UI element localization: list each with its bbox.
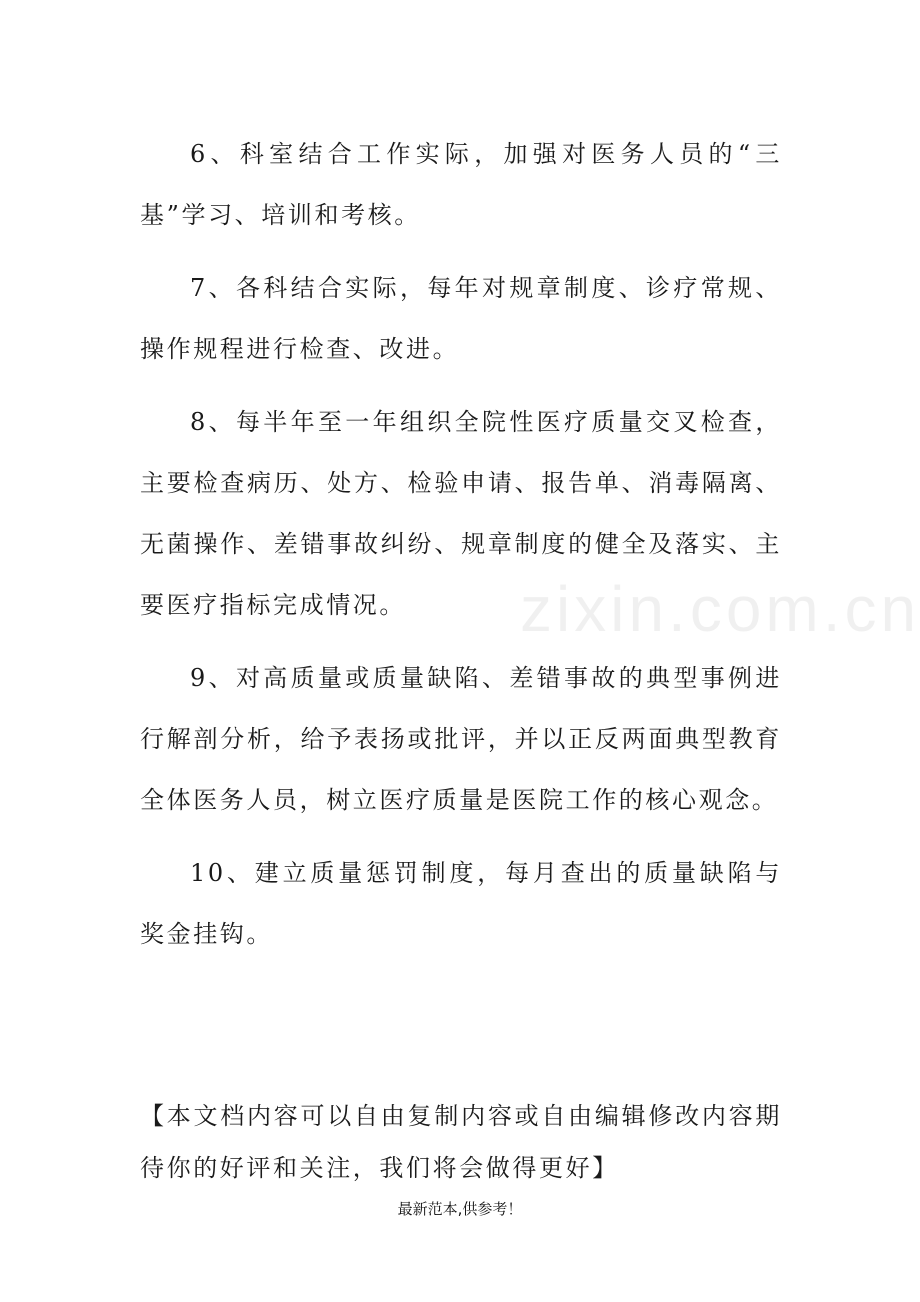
document-body: [140, 124, 782, 977]
paragraph-9: 9、对高质量或质量缺陷、差错事故的典型事例进行解剖分析，给予表扬或批评，并以正反两面典型教育全体医务人员，树立医疗质量是医院工作的核心观念。: [140, 664, 782, 814]
paragraph-7: 7、各科结合实际，每年对规章制度、诊疗常规、操作规程进行检查、改进。: [140, 274, 782, 363]
paragraph-6: 6、科室结合工作实际，加强对医务人员的“三基”学习、培训和考核。: [140, 140, 782, 229]
closing-note: 【本文档内容可以自由复制内容或自由编辑修改内容期待你的好评和关注，我们将会做得更好】: [140, 1102, 782, 1182]
paragraph-8: 8、每半年至一年组织全院性医疗质量交叉检查，主要检查病历、处方、检验申请、报告单、消毒隔离、无菌操作、差错事故纠纷、规章制度的健全及落实、主要医疗指标完成情况。: [140, 408, 782, 619]
closing-note-block: [140, 1090, 782, 1194]
page-footer: 最新范本,供参考！: [397, 1200, 523, 1218]
paragraph-10: 10、建立质量惩罚制度，每月查出的质量缺陷与奖金挂钩。: [140, 859, 782, 948]
watermark: zixin.com.cn: [520, 573, 920, 645]
